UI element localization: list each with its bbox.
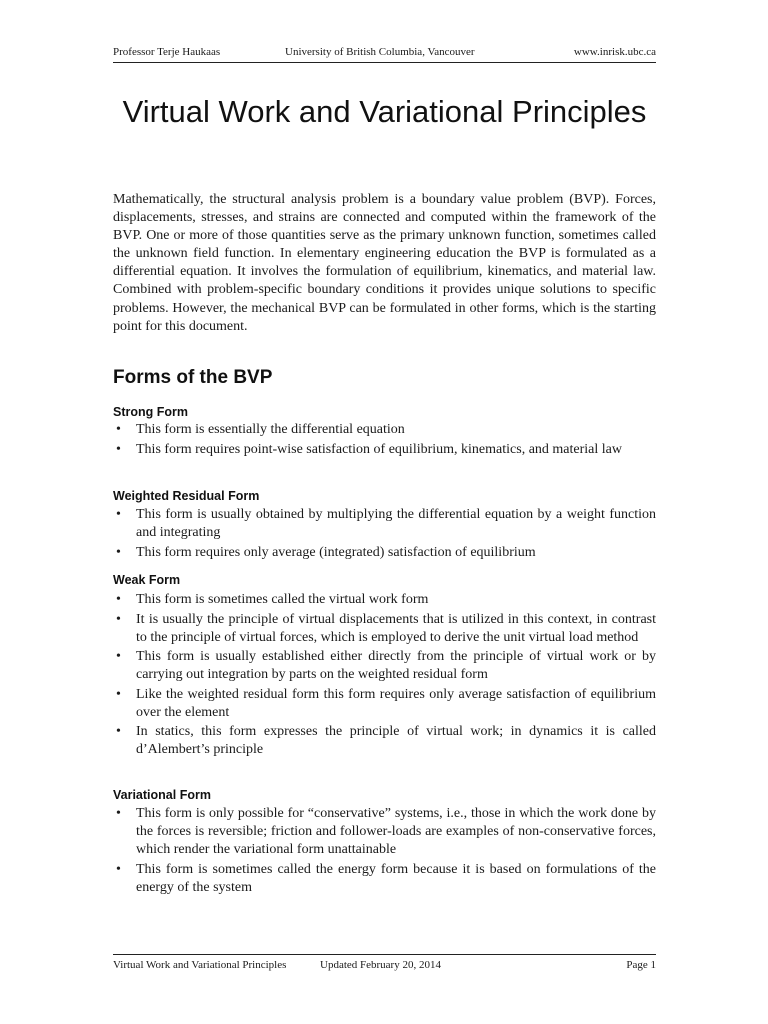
page-footer bbox=[113, 954, 656, 975]
subsection-heading-variational-form: Variational Form bbox=[113, 788, 211, 802]
list-item: • This form is only possible for “conservative” systems, i.e., those in which the work done by the forces is reversible; friction and follower-loads are examples of non-conservative forces, which render the variational form unattainable bbox=[113, 805, 656, 859]
footer-page-number: Page 1 bbox=[626, 959, 656, 971]
list-item: • In statics, this form expresses the principle of virtual work; in dynamics it is called d’Alembert’s principle bbox=[113, 723, 656, 759]
list-item: • This form requires only average (integrated) satisfaction of equilibrium bbox=[113, 544, 656, 562]
list-item: • This form is usually obtained by multiplying the differential equation by a weight function and integrating bbox=[113, 506, 656, 542]
footer-updated-date: Updated February 20, 2014 bbox=[320, 959, 441, 971]
subsection-heading-weak-form: Weak Form bbox=[113, 573, 181, 587]
list-item: • This form is essentially the differential equation bbox=[113, 421, 656, 439]
section-heading: Forms of the BVP bbox=[113, 367, 273, 388]
subsection-heading-weighted-residual-form: Weighted Residual Form bbox=[113, 489, 260, 503]
list-item: • This form is usually established either directly from the principle of virtual work or by carrying out integration by parts on the weighted residual form bbox=[113, 648, 656, 684]
weighted-residual-form-list bbox=[113, 506, 656, 563]
list-item: • It is usually the principle of virtual displacements that is utilized in this context, in contrast to the principle of virtual forces, which is employed to derive the unit virtual load method bbox=[113, 611, 656, 647]
subsection-heading-strong-form: Strong Form bbox=[113, 405, 188, 419]
weak-form-list bbox=[113, 591, 656, 761]
list-item: • This form requires point-wise satisfaction of equilibrium, kinematics, and material law bbox=[113, 441, 656, 459]
header-website[interactable]: www.inrisk.ubc.ca bbox=[573, 46, 656, 58]
page-header bbox=[113, 44, 656, 63]
intro-paragraph: Mathematically, the structural analysis problem is a boundary value problem (BVP). Forces, displacements, stresses, and strains are connected and computed within the framework of the BVP. One or more of those quantities serve as the primary unknown function, sometimes called the unknown field function. In elementary engineering education the BVP is formulated as a differential equation. It involves the formulation of equilibrium, kinematics, and material law. Combined with problem-specific boundary conditions it provides unique solutions to specific problems. However, the mechanical BVP can be formulated in other forms, which is the starting point for this document. bbox=[113, 192, 656, 334]
header-institution: University of British Columbia, Vancouver bbox=[285, 46, 475, 58]
list-item: • This form is sometimes called the virtual work form bbox=[113, 591, 656, 609]
list-item: • This form is sometimes called the energy form because it is based on formulations of the energy of the system bbox=[113, 861, 656, 897]
document-title: Virtual Work and Variational Principles bbox=[122, 94, 647, 129]
list-item: • Like the weighted residual form this form requires only average satisfaction of equilibrium over the element bbox=[113, 686, 656, 722]
footer-doc-title: Virtual Work and Variational Principles bbox=[113, 959, 287, 971]
strong-form-list bbox=[113, 421, 656, 460]
variational-form-list bbox=[113, 805, 656, 898]
header-author: Professor Terje Haukaas bbox=[113, 46, 221, 58]
